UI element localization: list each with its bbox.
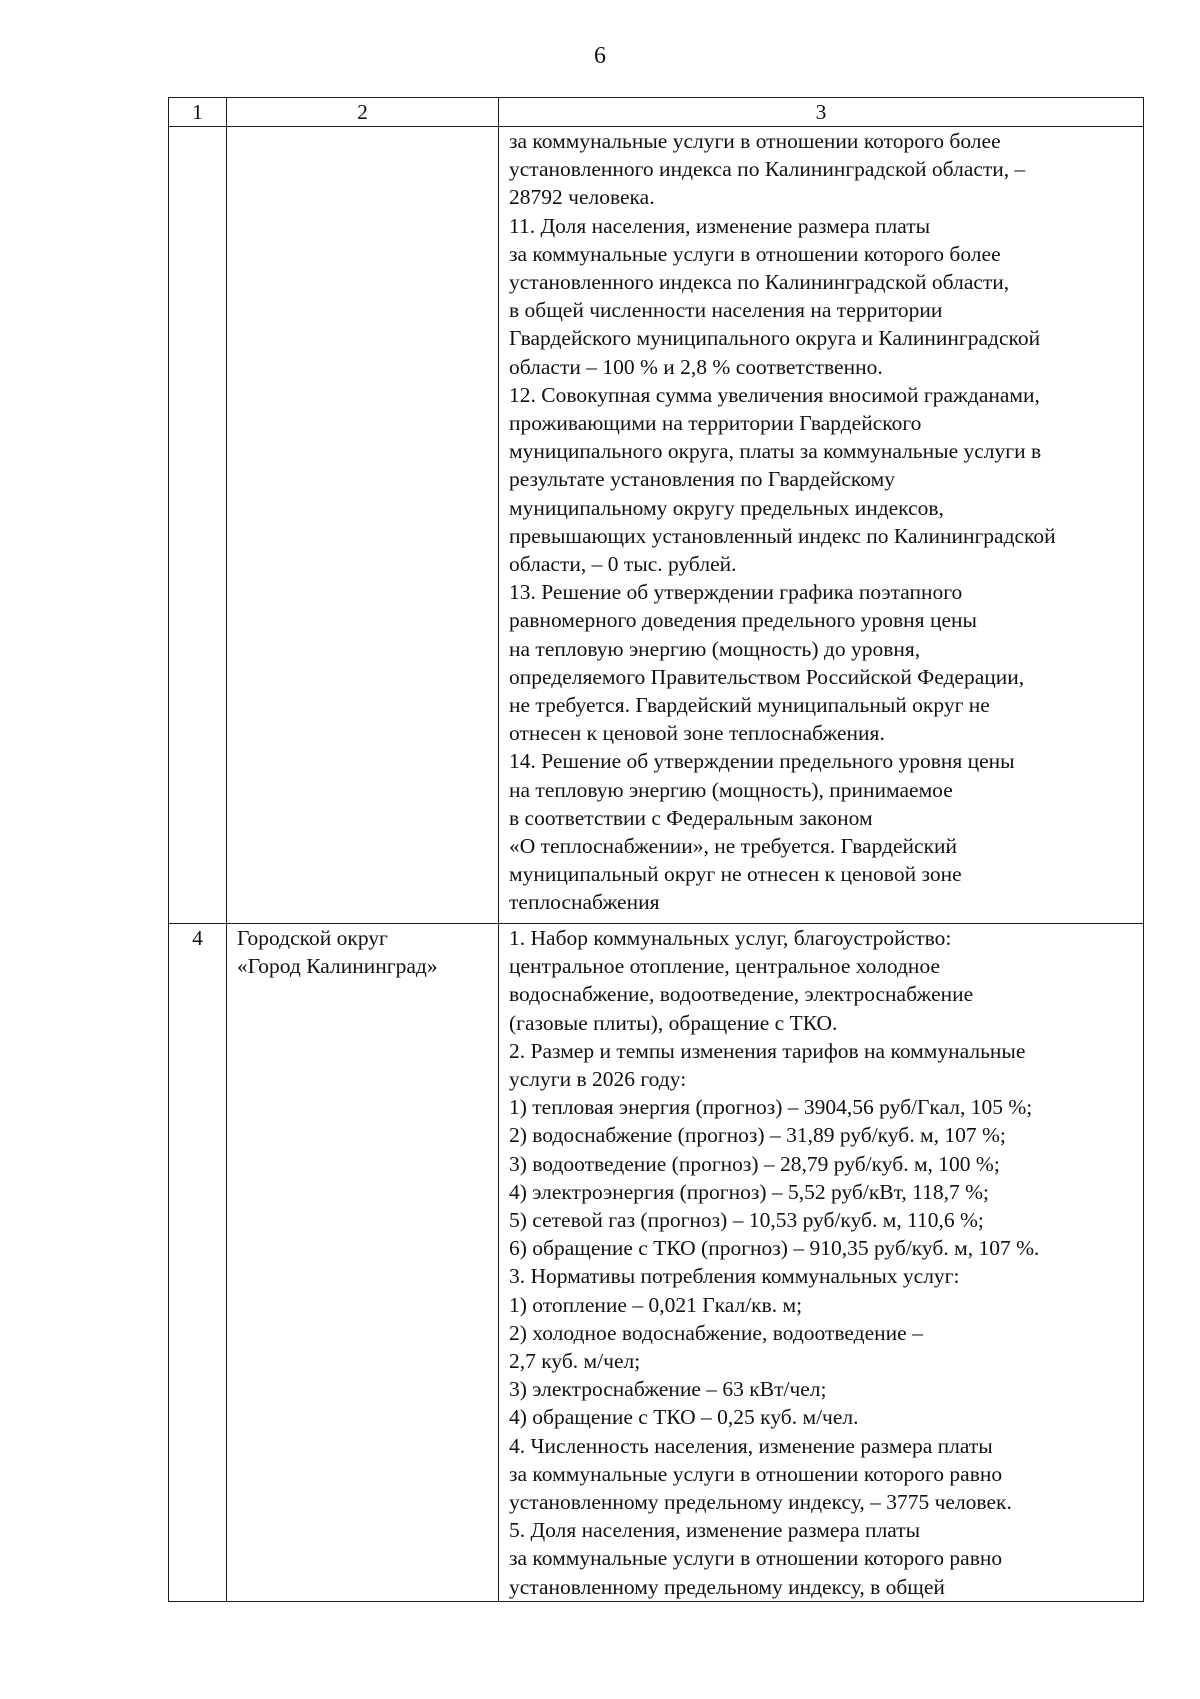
text-line: 28792 человека. [509,185,655,210]
text-line: 3. Нормативы потребления коммунальных услуг: [509,1264,960,1289]
text-line: центральное отопление, центральное холодное [509,954,940,979]
text-line: 5) сетевой газ (прогноз) – 10,53 руб/куб. м, 110,6 %; [509,1208,984,1233]
text-line: на тепловую энергию (мощность), принимаемое [509,777,953,802]
text-line: Городской округ [237,926,388,950]
text-line: определяемого Правительством Российской Федерации, [509,664,1025,689]
text-line: проживающими на территории Гвардейского [509,411,922,436]
text-line: услуги в 2026 году: [509,1067,687,1092]
text-line: за коммунальные услуги в отношении которого более [509,129,1001,153]
text-line: муниципальный округ не отнесен к ценовой зоне [509,862,962,887]
municipality-name-cell [227,127,499,924]
text-line: 1. Набор коммунальных услуг, благоустройство: [509,926,952,950]
text-line: за коммунальные услуги в отношении которого равно [509,1461,1003,1486]
text-line: 14. Решение об утверждении предельного уровня цены [509,749,1015,774]
text-line: за коммунальные услуги в отношении которого более [509,241,1001,266]
text-line: установленного индекса по Калининградской области, [509,270,1010,295]
text-line: 4) обращение с ТКО – 0,25 куб. м/чел. [509,1405,859,1430]
text-line: 2,7 куб. м/чел; [509,1349,641,1374]
text-line: 3) электроснабжение – 63 кВт/чел; [509,1377,827,1402]
text-line: результате установления по Гвардейскому [509,467,895,492]
text-line: муниципальному округу предельных индексов, [509,495,944,520]
text-line: 6) обращение с ТКО (прогноз) – 910,35 руб/куб. м, 107 %. [509,1236,1040,1261]
text-line: 4. Численность населения, изменение размера платы [509,1433,993,1458]
text-line: превышающих установленный индекс по Калининградской [509,523,1056,548]
table-header-row [169,98,1144,127]
text-line: установленному предельному индексу, в общей [509,1574,945,1599]
text-line: 3) водоотведение (прогноз) – 28,79 руб/куб. м, 100 %; [509,1151,1000,1176]
text-line: 5. Доля населения, изменение размера платы [509,1518,921,1543]
column-header-3: 3 [499,98,1144,127]
text-line: в соответствии с Федеральным законом [509,805,873,830]
text-line: «О теплоснабжении», не требуется. Гвардейский [509,834,958,859]
text-line: Гвардейского муниципального округа и Калининградской [509,326,1041,351]
text-line: теплоснабжения [509,890,660,915]
text-line: области – 100 % и 2,8 % соответственно. [509,354,883,379]
text-line: 2. Размер и темпы изменения тарифов на коммунальные [509,1038,1026,1063]
text-line: 4) электроэнергия (прогноз) – 5,52 руб/кВт, 118,7 %; [509,1179,989,1204]
text-line: водоснабжение, водоотведение, электроснабжение [509,982,974,1007]
text-line: за коммунальные услуги в отношении которого равно [509,1546,1003,1571]
table-row [169,924,1144,1602]
content-cell [499,924,1144,1602]
text-line: области, – 0 тыс. рублей. [509,552,737,577]
text-line: на тепловую энергию (мощность) до уровня, [509,636,921,661]
text-line: «Город Калининград» [237,954,438,979]
text-line: отнесен к ценовой зоне теплоснабжения. [509,721,885,746]
row-number-cell: 4 [169,924,227,1602]
text-line: 2) холодное водоснабжение, водоотведение – [509,1320,923,1345]
text-line: 1) отопление – 0,021 Гкал/кв. м; [509,1292,803,1317]
column-header-1: 1 [169,98,227,127]
text-line: 11. Доля населения, изменение размера платы [509,213,931,238]
text-line: установленному предельному индексу, – 3775 человек. [509,1490,1012,1515]
text-line: (газовые плиты), обращение с ТКО. [509,1010,838,1035]
column-header-2: 2 [227,98,499,127]
text-line: 1) тепловая энергия (прогноз) – 3904,56 руб/Гкал, 105 %; [509,1095,1033,1120]
text-line: муниципального округа, платы за коммунальные услуги в [509,439,1042,464]
row-number-cell [169,127,227,924]
text-line: 13. Решение об утверждении графика поэтапного [509,580,963,605]
text-line: установленного индекса по Калининградской области, – [509,157,1026,182]
text-line: 12. Совокупная сумма увеличения вносимой гражданами, [509,382,1040,407]
municipality-name-cell [227,924,499,1602]
table-row [169,127,1144,924]
text-line: равномерного доведения предельного уровня цены [509,608,977,633]
text-line: в общей численности населения на территории [509,298,943,323]
page-number: 6 [594,43,606,69]
document-table [168,97,1144,1602]
text-line: 2) водоснабжение (прогноз) – 31,89 руб/куб. м, 107 %; [509,1123,1006,1148]
content-cell [499,127,1144,924]
text-line: не требуется. Гвардейский муниципальный округ не [509,693,990,718]
